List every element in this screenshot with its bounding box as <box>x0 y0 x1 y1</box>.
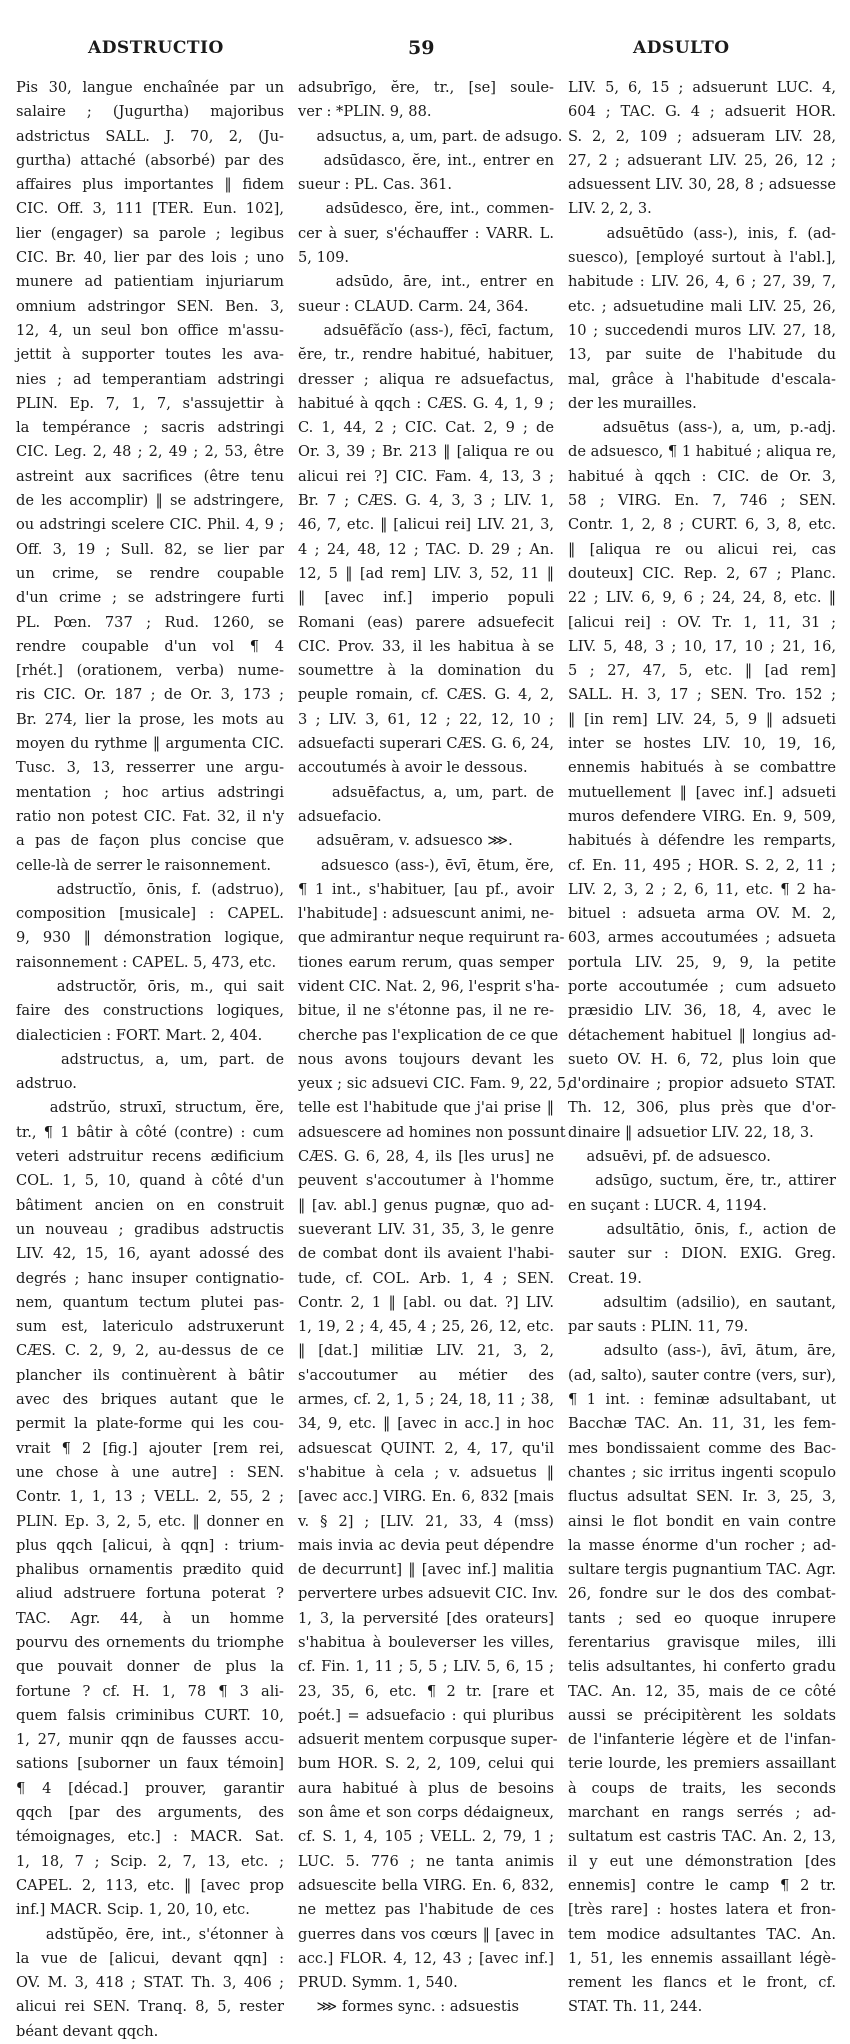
text-line: adsūgo, suctum, ĕre, tr., attirer <box>568 1172 836 1190</box>
text-line: lier (engager) sa parole ; legibus <box>16 224 284 242</box>
text-line: cf. S. 1, 4, 105 ; VELL. 2, 79, 1 ; <box>298 1828 554 1846</box>
text-line: Creat. 19. <box>568 1269 642 1287</box>
text-line: mais invia ac devia peut dépendre <box>298 1536 554 1554</box>
text-line: son âme et son corps dédaigneux, <box>298 1804 554 1822</box>
text-line: soumettre à la domination du <box>298 662 554 680</box>
text-line: ver : *PLIN. 9, 88. <box>298 103 432 121</box>
text-line: celle-là de serrer le raisonnement. <box>16 856 272 874</box>
text-line: LIV. 5, 48, 3 ; 10, 17, 10 ; 21, 16, <box>568 637 836 655</box>
text-line: d'ordinaire ; propior adsueto STAT. <box>568 1075 836 1093</box>
text-line: mes bondissaient comme des Bac- <box>568 1439 836 1457</box>
text-line: telis adsultantes, hi conferto gradu <box>568 1658 836 1676</box>
text-line: salaire ; (Jugurtha) majoribus <box>16 103 284 121</box>
text-line: nies ; ad temperantiam adstringi <box>16 370 284 388</box>
text-line: quem falsis criminibus CURT. 10, <box>16 1706 284 1724</box>
text-line: alicui rei ?] CIC. Fam. 4, 13, 3 ; <box>298 467 554 485</box>
text-line: la vue de [alicui, devant qqn] : <box>16 1949 284 1967</box>
text-line: astreint aux sacrifices (être tenu <box>16 467 284 485</box>
text-line: COL. 1, 5, 10, quand à côté d'un <box>16 1172 284 1190</box>
text-line: sum est, latericulo adstruxerunt <box>16 1318 284 1336</box>
text-line: il y eut une démonstration [des <box>568 1852 836 1870</box>
text-line: 4 ; 24, 48, 12 ; TAC. D. 29 ; An. <box>298 540 554 558</box>
text-line: PLIN. Ep. 7, 1, 7, s'assujettir à <box>16 394 284 412</box>
text-line: dialecticien : FORT. Mart. 2, 404. <box>16 1026 263 1044</box>
text-line: Contr. 1, 1, 13 ; VELL. 2, 55, 2 ; <box>16 1488 284 1506</box>
text-line: affaires plus importantes ‖ fidem <box>16 176 284 194</box>
text-line: Romani (eas) parere adsuefecit <box>298 613 554 631</box>
text-line: plancher ils continuèrent à bâtir <box>16 1366 284 1384</box>
text-line: PL. Pœn. 737 ; Rud. 1260, se <box>16 613 284 631</box>
text-line: adsuētūdo (ass-), inis, f. (ad- <box>568 224 836 242</box>
text-line: ne mettez pas l'habitude de ces <box>298 1901 554 1919</box>
text-line: plus qqch [alicui, à qqn] : trium- <box>16 1536 284 1554</box>
text-line: Or. 3, 39 ; Br. 213 ‖ [aliqua re ou <box>298 443 554 461</box>
text-line: marchant en rangs serrés ; ad- <box>568 1804 836 1822</box>
text-line: CÆS. G. 6, 28, 4, ils [les urus] ne <box>298 1148 554 1166</box>
text-line: raisonnement : CAPEL. 5, 473, etc. <box>16 953 277 971</box>
text-line: moyen du rythme ‖ argumenta CIC. <box>16 735 284 753</box>
text-line: telle est l'habitude que j'ai prise ‖ <box>298 1099 554 1117</box>
text-line: aussi se précipitèrent les soldats <box>568 1706 836 1724</box>
text-line: bituel : adsueta arma OV. M. 2, <box>568 905 836 923</box>
text-line: adsuefacio. <box>298 807 382 825</box>
column-right <box>568 76 837 2016</box>
text-line: cf. Fin. 1, 11 ; 5, 5 ; LIV. 5, 6, 15 ; <box>298 1658 554 1676</box>
text-line: acc.] FLOR. 4, 12, 43 ; [avec inf.] <box>298 1949 554 1967</box>
text-line: sueto OV. H. 6, 72, plus loin que <box>568 1050 836 1068</box>
text-line: adsultātio, ōnis, f., action de <box>568 1220 836 1238</box>
text-line: LIV. 2, 2, 3. <box>568 200 652 218</box>
text-line: adsūdesco, ĕre, int., commen- <box>298 200 554 218</box>
text-line: ¶ 1 int., s'habituer, [au pf., avoir <box>298 880 554 898</box>
text-line: ‖ [avec inf.] imperio populi <box>298 589 554 607</box>
text-line: 1, 27, munir qqn de fausses accu- <box>16 1731 284 1749</box>
text-line: adstructŏr, ōris, m., qui sait <box>16 977 284 995</box>
text-line: CIC. Br. 40, lier par des lois ; uno <box>16 249 284 267</box>
text-line: 22 ; LIV. 6, 9, 6 ; 24, 24, 8, etc. ‖ <box>568 589 836 607</box>
text-line: 26, fondre sur le dos des combat- <box>568 1585 836 1603</box>
text-line: portula LIV. 25, 9, 9, la petite <box>568 953 836 971</box>
text-line: Off. 3, 19 ; Sull. 82, se lier par <box>16 540 284 558</box>
text-line: OV. M. 3, 418 ; STAT. Th. 3, 406 ; <box>16 1974 284 1992</box>
text-line: 13, par suite de l'habitude du <box>568 346 836 364</box>
running-header <box>0 0 850 62</box>
text-line: ‖ [aliqua re ou alicui rei, cas <box>568 540 836 558</box>
text-line: cf. En. 11, 495 ; HOR. S. 2, 2, 11 ; <box>568 856 836 874</box>
text-line: 23, 35, 6, etc. ¶ 2 tr. [rare et <box>298 1682 554 1700</box>
text-line: Pis 30, langue enchaînée par un <box>16 79 284 96</box>
text-line: adsulto (ass-), āvī, ātum, āre, <box>568 1342 836 1360</box>
text-line: TAC. An. 12, 35, mais de ce côté <box>568 1682 836 1700</box>
text-line: à coups de traits, les seconds <box>568 1779 836 1797</box>
text-line: adstruo. <box>16 1075 77 1093</box>
text-line: que admirantur neque requirunt ra- <box>298 929 565 947</box>
text-line: bâtiment ancien on en construit <box>16 1196 284 1214</box>
text-line: cer à suer, s'échauffer : VARR. L. <box>298 224 554 242</box>
text-line: adsuēfăcĭo (ass-), fēcī, factum, <box>298 321 554 339</box>
text-line: 9, 930 ‖ démonstration logique, <box>16 929 284 947</box>
text-line: ris CIC. Or. 187 ; de Or. 3, 173 ; <box>16 686 284 704</box>
text-line: fluctus adsultat SEN. Ir. 3, 25, 3, <box>568 1488 836 1506</box>
text-line: gurtha) attaché (absorbé) par des <box>16 151 284 169</box>
text-line: adsuēvi, pf. de adsuesco. <box>568 1148 771 1166</box>
page-number: 59 <box>408 37 435 59</box>
text-line: douteux] CIC. Rep. 2, 67 ; Planc. <box>568 564 836 582</box>
text-line: un crime, se rendre coupable <box>16 564 284 582</box>
text-line: adsuesco (ass-), ēvī, ētum, ĕre, <box>298 856 554 874</box>
text-line: adsuescite bella VIRG. En. 6, 832, <box>298 1876 554 1894</box>
text-line: ¶ 1 int. : feminæ adsultabant, ut <box>568 1391 836 1409</box>
text-line: Br. 274, lier la prose, les mots au <box>16 710 284 728</box>
text-line: Contr. 2, 1 ‖ [abl. ou dat. ?] LIV. <box>298 1293 554 1311</box>
text-line: 46, 7, etc. ‖ [alicui rei] LIV. 21, 3, <box>298 516 554 534</box>
text-line: chantes ; sic irritus ingenti scopulo <box>568 1463 836 1481</box>
text-line: que pouvait donner de plus la <box>16 1658 284 1676</box>
text-line: CIC. Off. 3, 111 [TER. Eun. 102], <box>16 200 284 218</box>
text-line: sultatum est castris TAC. An. 2, 13, <box>568 1828 836 1846</box>
text-line: alicui rei SEN. Tranq. 8, 5, rester <box>16 1998 284 2016</box>
text-line: præsidio LIV. 36, 18, 4, avec le <box>568 1002 836 1020</box>
text-line: s'habitua à bouleverser les villes, <box>298 1634 554 1651</box>
text-line: béant devant qqch. <box>16 2022 159 2040</box>
text-line: ⋙ formes sync. : adsuestis <box>298 1998 519 2016</box>
text-line: de decurrunt] ‖ [avec inf.] malitia <box>298 1561 554 1579</box>
text-line: l'habitude] : adsuescunt animi, ne- <box>298 905 554 923</box>
text-line: 1, 18, 7 ; Scip. 2, 7, 13, etc. ; <box>16 1852 284 1870</box>
text-line: 603, armes accoutumées ; adsueta <box>568 929 836 947</box>
text-line: [avec acc.] VIRG. En. 6, 832 [mais <box>298 1488 554 1506</box>
text-line: ‖ [dat.] militiæ LIV. 21, 3, 2, <box>298 1342 554 1360</box>
text-line: adsuescat QUINT. 2, 4, 17, qu'il <box>298 1439 554 1457</box>
text-line: terie lourde, les premiers assaillant <box>568 1755 836 1773</box>
text-line: composition [musicale] : CAPEL. <box>16 905 284 923</box>
text-line: d'un crime ; se adstringere furti <box>16 589 284 607</box>
text-line: habitué à qqch : CÆS. G. 4, 1, 9 ; <box>298 394 554 412</box>
text-line: 10 ; succedendi muros LIV. 27, 18, <box>568 321 836 339</box>
text-line: de adsuesco, ¶ 1 habitué ; aliqua re, <box>568 443 837 461</box>
text-line: sultare tergis pugnantium TAC. Agr. <box>568 1561 836 1579</box>
text-line: LUC. 5. 776 ; ne tanta animis <box>298 1852 554 1870</box>
text-line: sauter sur : DION. EXIG. Greg. <box>568 1245 836 1263</box>
text-line: pervertere urbes adsuevit CIC. Inv. <box>298 1585 559 1603</box>
text-line: par sauts : PLIN. 11, 79. <box>568 1318 749 1336</box>
text-line: adsuctus, a, um, part. de adsugo. <box>298 127 563 145</box>
text-line: adsuētus (ass-), a, um, p.-adj. <box>568 419 836 437</box>
text-line: peuple romain, cf. CÆS. G. 4, 2, <box>298 686 554 704</box>
text-line: SALL. H. 3, 17 ; SEN. Tro. 152 ; <box>568 686 836 704</box>
text-line: ainsi le flot bondit en vain contre <box>568 1512 836 1530</box>
text-line: C. 1, 44, 2 ; CIC. Cat. 2, 9 ; de <box>298 419 554 437</box>
text-line: aliud adstruere fortuna poterat ? <box>16 1585 284 1603</box>
text-line: muros defendere VIRG. En. 9, 509, <box>568 807 836 825</box>
text-line: adsultim (adsilio), en sautant, <box>568 1293 836 1311</box>
text-line: mentation ; hoc artius adstringi <box>16 783 284 801</box>
text-line: adsubrīgo, ĕre, tr., [se] soule- <box>298 79 554 96</box>
text-line: habitude : LIV. 26, 4, 6 ; 27, 39, 7, <box>568 273 836 291</box>
text-line: adstructĭo, ōnis, f. (adstruo), <box>16 880 284 898</box>
text-line: ennemis habitués à se combattre <box>568 759 836 777</box>
text-line: tude, cf. COL. Arb. 1, 4 ; SEN. <box>298 1269 554 1287</box>
text-line: nem, quantum tectum plutei pas- <box>16 1293 284 1311</box>
text-line: de combat dont ils avaient l'habi- <box>298 1245 554 1263</box>
text-line: vrait ¶ 2 [fig.] ajouter [rem rei, <box>16 1439 284 1457</box>
text-line: faire des constructions logiques, <box>16 1002 284 1020</box>
text-line: pourvu des ornements du triomphe <box>16 1634 284 1651</box>
text-line: habitué à qqch : CIC. de Or. 3, <box>568 467 836 485</box>
text-line: rendre coupable d'un vol ¶ 4 <box>16 637 284 655</box>
text-line: tiones earum rerum, quas semper <box>298 953 554 971</box>
text-line: v. § 2] ; [LIV. 21, 33, 4 (mss) <box>298 1512 554 1530</box>
text-line: adstrŭo, struxī, structum, ĕre, <box>16 1099 284 1117</box>
text-line: degrés ; hanc insuper contignatio- <box>16 1269 284 1287</box>
text-line: a pas de façon plus concise que <box>16 832 284 850</box>
text-line: vident CIC. Nat. 2, 96, l'esprit s'ha- <box>298 977 560 995</box>
text-line: adsūdasco, ĕre, int., entrer en <box>298 151 554 169</box>
text-line: s'habitue à cela ; v. adsuetus ‖ <box>298 1463 554 1481</box>
text-line: s'accoutumer au métier des <box>298 1366 554 1384</box>
text-line: Bacchæ TAC. An. 11, 31, les fem- <box>568 1415 836 1433</box>
text-line: la tempérance ; sacris adstringi <box>16 419 284 437</box>
text-line: TAC. Agr. 44, à un homme <box>16 1609 284 1627</box>
text-line: sueur : PL. Cas. 361. <box>298 176 453 194</box>
text-line: 1, 3, la perversité [des orateurs] <box>298 1609 554 1627</box>
text-line: ĕre, tr., rendre habitué, habituer, <box>298 346 554 364</box>
text-line: armes, cf. 2, 1, 5 ; 24, 18, 11 ; 38, <box>298 1391 554 1409</box>
text-line: jettit à supporter toutes les ava- <box>16 346 284 364</box>
text-line: bum HOR. S. 2, 2, 109, celui qui <box>298 1755 554 1773</box>
text-line: adsūdo, āre, int., entrer en <box>298 273 554 291</box>
text-line: avec des briques autant que le <box>16 1391 284 1409</box>
text-line: munere ad patientiam injuriarum <box>16 273 284 291</box>
text-line: dresser ; aliqua re adsuefactus, <box>298 370 554 388</box>
text-line: etc. ; adsuetudine mali LIV. 25, 26, <box>568 297 836 315</box>
text-line: sueur : CLAUD. Carm. 24, 364. <box>298 297 529 315</box>
text-line: adstŭpĕo, ēre, int., s'étonner à <box>16 1925 284 1943</box>
text-line: ferentarius gravisque miles, illi <box>568 1634 836 1651</box>
text-line: fortune ? cf. H. 1, 78 ¶ 3 ali- <box>16 1682 284 1700</box>
text-line: permit la plate-forme qui les cou- <box>16 1415 284 1433</box>
text-line: mutuellement ‖ [avec inf.] adsueti <box>568 783 836 801</box>
text-line: en suçant : LUCR. 4, 1194. <box>568 1196 767 1214</box>
text-line: adsuēfactus, a, um, part. de <box>298 783 554 801</box>
text-line: poét.] = adsuefacio : qui pluribus <box>298 1706 554 1724</box>
text-line: LIV. 2, 3, 2 ; 2, 6, 11, etc. ¶ 2 ha- <box>568 880 836 898</box>
text-line: porte accoutumée ; cum adsueto <box>568 977 836 995</box>
column-left <box>16 76 284 2040</box>
text-line: sations [suborner un faux témoin] <box>16 1755 284 1773</box>
text-line: CAPEL. 2, 113, etc. ‖ [avec prop <box>16 1876 284 1894</box>
text-line: inf.] MACR. Scip. 1, 20, 10, etc. <box>16 1901 250 1919</box>
text-line: yeux ; sic adsuevi CIC. Fam. 9, 22, 5, <box>298 1075 571 1093</box>
text-line: 1, 19, 2 ; 4, 45, 4 ; 25, 26, 12, etc. <box>298 1318 554 1336</box>
text-line: [rhét.] (orationem, verba) nume- <box>16 662 284 680</box>
text-line: une chose à une autre] : SEN. <box>16 1463 284 1481</box>
text-line: ennemis] contre le camp ¶ 2 tr. <box>568 1876 836 1894</box>
text-line: adsuescere ad homines non possunt <box>298 1123 566 1141</box>
text-line: 12, 4, un seul bon office m'assu- <box>16 321 284 339</box>
text-line: adsuerit mentem corpusque super- <box>298 1731 558 1749</box>
text-line: ‖ [in rem] LIV. 24, 5, 9 ‖ adsueti <box>568 710 836 728</box>
text-line: bitue, il ne s'étonne pas, il ne re- <box>298 1002 554 1020</box>
header-left-guide-word: ADSTRUCTIO <box>88 38 224 58</box>
text-line: mal, grâce à l'habitude d'escala- <box>568 370 836 388</box>
text-line: rement les flancs et le front, cf. <box>568 1974 836 1992</box>
text-line: adsuēram, v. adsuesco ⋙. <box>298 832 513 850</box>
text-line: 5 ; 27, 47, 5, etc. ‖ [ad rem] <box>568 662 836 680</box>
text-line: un nouveau ; gradibus adstructis <box>16 1220 284 1238</box>
text-line: 58 ; VIRG. En. 7, 746 ; SEN. <box>568 492 836 510</box>
text-line: guerres dans vos cœurs ‖ [avec in <box>298 1925 554 1943</box>
text-line: der les murailles. <box>568 394 697 412</box>
text-line: PRUD. Symm. 1, 540. <box>298 1974 458 1992</box>
text-line: habitués à défendre les remparts, <box>568 832 836 850</box>
text-line: 1, 51, les ennemis assaillant légè- <box>568 1949 836 1967</box>
text-line: LIV. 42, 15, 16, ayant adossé des <box>16 1245 284 1263</box>
text-line: tr., ¶ 1 bâtir à côté (contre) : cum <box>16 1123 284 1141</box>
text-line: inter se hostes LIV. 10, 19, 16, <box>568 735 836 753</box>
text-line: dinaire ‖ adsuetior LIV. 22, 18, 3. <box>568 1123 814 1141</box>
text-line: de les accomplir) ‖ se adstringere, <box>16 492 284 510</box>
text-line: qqch [par des arguments, des <box>16 1804 284 1822</box>
text-line: accoutumés à avoir le dessous. <box>298 759 528 777</box>
text-line: STAT. Th. 11, 244. <box>568 1998 703 2016</box>
text-line: CIC. Prov. 33, il les habitua à se <box>298 637 554 655</box>
text-line: PLIN. Ep. 3, 2, 5, etc. ‖ donner en <box>16 1512 284 1530</box>
text-line: 12, 5 ‖ [ad rem] LIV. 3, 52, 11 ‖ <box>298 564 554 582</box>
text-line: Th. 12, 306, plus près que d'or- <box>568 1099 836 1117</box>
text-line: (ad, salto), sauter contre (vers, sur), <box>568 1366 837 1384</box>
text-line: 5, 109. <box>298 249 350 267</box>
text-line: suesco), [employé surtout à l'abl.], <box>568 249 836 267</box>
text-line: cherche pas l'explication de ce que <box>298 1026 559 1044</box>
text-line: adsuessent LIV. 30, 28, 8 ; adsuesse <box>568 176 836 194</box>
text-line: la masse énorme d'un rocher ; ad- <box>568 1536 836 1554</box>
text-line: Br. 7 ; CÆS. G. 4, 3, 3 ; LIV. 1, <box>298 492 554 510</box>
text-line: Tusc. 3, 13, resserrer une argu- <box>16 759 284 777</box>
text-line: omnium adstringor SEN. Ben. 3, <box>16 297 284 315</box>
text-line: LIV. 5, 6, 15 ; adsuerunt LUC. 4, <box>568 79 836 96</box>
text-line: [très rare] : hostes latera et fron- <box>568 1901 836 1919</box>
text-line: témoignages, etc.] : MACR. Sat. <box>16 1828 284 1846</box>
text-line: adstructus, a, um, part. de <box>16 1050 284 1068</box>
text-line: de l'infanterie légère et de l'infan- <box>568 1731 836 1749</box>
text-line: tem modice adsultantes TAC. An. <box>568 1925 836 1943</box>
text-line: ‖ [av. abl.] genus pugnæ, quo ad- <box>298 1196 554 1214</box>
text-line: ratio non potest CIC. Fat. 32, il n'y <box>16 807 284 825</box>
text-line: 604 ; TAC. G. 4 ; adsuerit HOR. <box>568 103 836 121</box>
text-line: veteri adstruitur recens ædificium <box>16 1148 284 1166</box>
header-right-guide-word: ADSULTO <box>633 38 730 58</box>
text-line: 27, 2 ; adsuerant LIV. 25, 26, 12 ; <box>568 151 836 169</box>
text-line: Contr. 1, 2, 8 ; CURT. 6, 3, 8, etc. <box>568 516 836 534</box>
text-line: tants ; sed eo quoque inrupere <box>568 1609 836 1627</box>
text-line: 34, 9, etc. ‖ [avec in acc.] in hoc <box>298 1415 554 1433</box>
text-line: sueverant LIV. 31, 35, 3, le genre <box>298 1220 554 1238</box>
column-middle <box>298 76 571 2016</box>
text-line: peuvent s'accoutumer à l'homme <box>298 1172 554 1190</box>
text-line: 3 ; LIV. 3, 61, 12 ; 22, 12, 10 ; <box>298 710 554 728</box>
text-line: [alicui rei] : OV. Tr. 1, 11, 31 ; <box>568 613 836 631</box>
text-line: nous avons toujours devant les <box>298 1050 554 1068</box>
text-line: ¶ 4 [décad.] prouver, garantir <box>16 1779 284 1797</box>
text-line: ou adstringi scelere CIC. Phil. 4, 9 ; <box>16 516 284 534</box>
text-line: adsuefacti superari CÆS. G. 6, 24, <box>298 735 554 753</box>
text-line: aura habitué à plus de besoins <box>298 1779 554 1797</box>
text-line: adstrictus SALL. J. 70, 2, (Ju- <box>16 127 284 145</box>
text-line: CIC. Leg. 2, 48 ; 2, 49 ; 2, 53, être <box>16 443 284 461</box>
text-line: détachement habituel ‖ longius ad- <box>568 1026 836 1044</box>
text-line: phalibus ornamentis prædito quid <box>16 1561 284 1579</box>
text-line: S. 2, 2, 109 ; adsueram LIV. 28, <box>568 127 836 145</box>
text-line: CÆS. C. 2, 9, 2, au-dessus de ce <box>16 1342 284 1360</box>
